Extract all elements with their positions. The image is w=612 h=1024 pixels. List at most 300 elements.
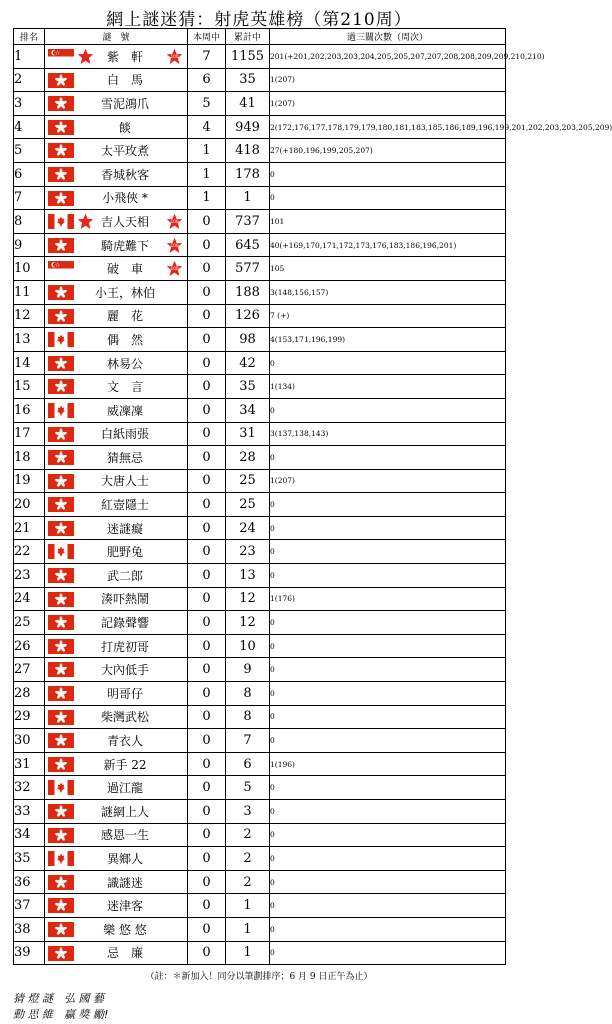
svg-text:100: 100 — [170, 55, 179, 61]
player-name: 紫 軒 — [106, 49, 143, 64]
hong-kong-flag-icon — [48, 615, 74, 630]
total-score-cell: 31 — [226, 422, 270, 446]
table-row — [14, 45, 506, 69]
name-cell — [45, 68, 188, 92]
total-score-cell: 2 — [226, 823, 270, 847]
history-cell: 0 — [270, 776, 506, 800]
slogan-line-2: 動 思 維 贏 獎 勵! — [13, 1008, 109, 1021]
name-cell — [45, 634, 188, 658]
name-cell — [45, 870, 188, 894]
history-cell: 1(207) — [270, 469, 506, 493]
rank-cell: 22 — [14, 540, 45, 564]
name-cell — [45, 328, 188, 352]
rank-cell: 33 — [14, 800, 45, 824]
name-cell — [45, 847, 188, 871]
player-name: 太平玫煮 — [100, 144, 149, 159]
week-score-cell: 0 — [188, 540, 226, 564]
rank-cell: 14 — [14, 351, 45, 375]
history-cell: 0 — [270, 682, 506, 706]
week-score-cell: 1 — [188, 139, 226, 163]
week-score-cell: 0 — [188, 823, 226, 847]
hong-kong-flag-icon — [48, 143, 74, 158]
rank-cell: 20 — [14, 493, 45, 517]
name-cell — [45, 446, 188, 470]
total-score-cell: 42 — [226, 351, 270, 375]
total-score-cell: 2 — [226, 847, 270, 871]
history-cell: 0 — [270, 540, 506, 564]
week-score-cell: 0 — [188, 658, 226, 682]
total-score-cell: 12 — [226, 587, 270, 611]
table-row — [14, 68, 506, 92]
header-rank: 排名 — [14, 29, 45, 45]
player-name: 柴灣武松 — [100, 710, 149, 725]
table-row — [14, 516, 506, 540]
header-total: 累計中 — [226, 29, 270, 45]
canada-flag-icon — [48, 544, 74, 559]
total-score-cell: 28 — [226, 446, 270, 470]
history-cell: 3(148,156,157) — [270, 280, 506, 304]
week-score-cell: 0 — [188, 847, 226, 871]
star-badge-icon — [77, 48, 94, 65]
table-row — [14, 823, 506, 847]
hong-kong-flag-icon — [48, 73, 74, 88]
total-score-cell: 6 — [226, 752, 270, 776]
name-cell — [45, 375, 188, 399]
history-cell: 1(207) — [270, 92, 506, 116]
player-name: 林易公 — [106, 356, 143, 371]
total-score-cell: 12 — [226, 611, 270, 635]
slogan-line-1: 猜 燈 謎 弘 國 藝 — [13, 992, 104, 1005]
history-cell: 1(176) — [270, 587, 506, 611]
player-name: 樂 悠 悠 — [103, 922, 147, 937]
week-score-cell: 0 — [188, 398, 226, 422]
name-cell — [45, 304, 188, 328]
total-score-cell: 1 — [226, 941, 270, 965]
hundred-badge-icon — [166, 213, 183, 230]
rank-cell: 9 — [14, 233, 45, 257]
total-score-cell: 8 — [226, 682, 270, 706]
history-cell: 1(196) — [270, 752, 506, 776]
hong-kong-flag-icon — [48, 238, 74, 253]
header-history: 過三關次數（周次） — [270, 29, 506, 45]
player-name: 小飛俠 * — [102, 191, 148, 206]
svg-text:100: 100 — [170, 243, 179, 249]
player-name: 肥野兔 — [106, 545, 143, 560]
history-cell: 0 — [270, 398, 506, 422]
table-header-row — [14, 29, 506, 45]
total-score-cell: 2 — [226, 870, 270, 894]
name-cell — [45, 351, 188, 375]
header-week: 本周中 — [188, 29, 226, 45]
week-score-cell: 0 — [188, 917, 226, 941]
player-name: 迷謎癡 — [106, 521, 143, 536]
table-row — [14, 847, 506, 871]
name-cell — [45, 917, 188, 941]
player-name: 紅壺隱士 — [100, 498, 149, 513]
total-score-cell: 23 — [226, 540, 270, 564]
total-score-cell: 737 — [226, 210, 270, 234]
history-cell: 0 — [270, 823, 506, 847]
name-cell — [45, 162, 188, 186]
total-score-cell: 7 — [226, 729, 270, 753]
history-cell: 0 — [270, 186, 506, 210]
total-score-cell: 41 — [226, 92, 270, 116]
history-cell: 0 — [270, 516, 506, 540]
player-name: 記錄聲響 — [100, 616, 149, 631]
total-score-cell: 1 — [226, 917, 270, 941]
table-row — [14, 917, 506, 941]
week-score-cell: 7 — [188, 45, 226, 69]
rank-cell: 25 — [14, 611, 45, 635]
name-cell — [45, 611, 188, 635]
hong-kong-flag-icon — [48, 191, 74, 206]
table-row — [14, 375, 506, 399]
player-name: 明哥仔 — [106, 686, 143, 701]
table-row — [14, 776, 506, 800]
rank-cell: 6 — [14, 162, 45, 186]
name-cell — [45, 776, 188, 800]
rank-cell: 10 — [14, 257, 45, 281]
hong-kong-flag-icon — [48, 96, 74, 111]
canada-flag-icon — [48, 214, 74, 229]
rank-cell: 17 — [14, 422, 45, 446]
rank-cell: 31 — [14, 752, 45, 776]
total-score-cell: 1155 — [226, 45, 270, 69]
hong-kong-flag-icon — [48, 804, 74, 819]
hong-kong-flag-icon — [48, 120, 74, 135]
week-score-cell: 0 — [188, 752, 226, 776]
history-cell: 0 — [270, 658, 506, 682]
table-row — [14, 162, 506, 186]
player-name: 偶 然 — [106, 332, 143, 347]
history-cell: 3(137,138,143) — [270, 422, 506, 446]
rank-cell: 15 — [14, 375, 45, 399]
name-cell — [45, 894, 188, 918]
player-name: 忌 廉 — [106, 946, 143, 961]
rank-cell: 12 — [14, 304, 45, 328]
total-score-cell: 1 — [226, 186, 270, 210]
history-cell: 105 — [270, 257, 506, 281]
table-row — [14, 658, 506, 682]
hong-kong-flag-icon — [48, 497, 74, 512]
player-name: 過江龍 — [106, 781, 143, 796]
week-score-cell: 1 — [188, 162, 226, 186]
canada-flag-icon — [48, 780, 74, 795]
name-cell — [45, 941, 188, 965]
name-cell — [45, 398, 188, 422]
player-name: 異鄉人 — [106, 851, 143, 866]
total-score-cell: 126 — [226, 304, 270, 328]
hong-kong-flag-icon — [48, 568, 74, 583]
hong-kong-flag-icon — [48, 875, 74, 890]
history-cell: 1(207) — [270, 68, 506, 92]
week-score-cell: 4 — [188, 115, 226, 139]
player-name: 白紙雨張 — [100, 427, 149, 442]
singapore-flag-icon — [48, 261, 74, 276]
table-row — [14, 682, 506, 706]
history-cell: 0 — [270, 564, 506, 588]
name-cell — [45, 469, 188, 493]
history-cell: 0 — [270, 351, 506, 375]
hong-kong-flag-icon — [48, 309, 74, 324]
total-score-cell: 418 — [226, 139, 270, 163]
history-cell: 0 — [270, 162, 506, 186]
rank-cell: 2 — [14, 68, 45, 92]
hong-kong-flag-icon — [48, 828, 74, 843]
week-score-cell: 0 — [188, 564, 226, 588]
total-score-cell: 178 — [226, 162, 270, 186]
name-cell — [45, 139, 188, 163]
week-score-cell: 0 — [188, 446, 226, 470]
history-cell: 0 — [270, 870, 506, 894]
history-cell: 0 — [270, 917, 506, 941]
page-title: 網上謎迷猜：射虎英雄榜（第210周） — [106, 10, 412, 30]
total-score-cell: 5 — [226, 776, 270, 800]
history-cell: 7 (+) — [270, 304, 506, 328]
name-cell — [45, 45, 188, 69]
rank-cell: 7 — [14, 186, 45, 210]
player-name: 迷津客 — [106, 899, 143, 914]
rank-cell: 32 — [14, 776, 45, 800]
hong-kong-flag-icon — [48, 356, 74, 371]
name-cell — [45, 658, 188, 682]
history-cell: 0 — [270, 847, 506, 871]
history-cell: 0 — [270, 729, 506, 753]
singapore-flag-icon — [48, 49, 74, 64]
total-score-cell: 9 — [226, 658, 270, 682]
history-cell: 101 — [270, 210, 506, 234]
player-name: 小王，林伯 — [94, 285, 155, 300]
player-name: 香城秋客 — [100, 167, 149, 182]
hong-kong-flag-icon — [48, 733, 74, 748]
table-row — [14, 870, 506, 894]
hong-kong-flag-icon — [48, 662, 74, 677]
table-row — [14, 752, 506, 776]
rank-cell: 35 — [14, 847, 45, 871]
week-score-cell: 0 — [188, 587, 226, 611]
table-row — [14, 257, 506, 281]
week-score-cell: 0 — [188, 210, 226, 234]
table-row — [14, 800, 506, 824]
player-name: 騎虎難下 — [100, 238, 149, 253]
total-score-cell: 1 — [226, 894, 270, 918]
history-cell: 2(172,176,177,178,179,179,180,181,183,185,186,189,196,199,201,202,203,203,205,209) — [270, 115, 506, 139]
week-score-cell: 0 — [188, 776, 226, 800]
history-cell: 0 — [270, 493, 506, 517]
rank-cell: 1 — [14, 45, 45, 69]
rank-cell: 5 — [14, 139, 45, 163]
name-cell — [45, 186, 188, 210]
hong-kong-flag-icon — [48, 450, 74, 465]
week-score-cell: 0 — [188, 304, 226, 328]
hong-kong-flag-icon — [48, 167, 74, 182]
rank-cell: 27 — [14, 658, 45, 682]
rank-cell: 30 — [14, 729, 45, 753]
week-score-cell: 0 — [188, 682, 226, 706]
name-cell — [45, 280, 188, 304]
hong-kong-flag-icon — [48, 285, 74, 300]
table-row — [14, 540, 506, 564]
player-name: 猜無忌 — [106, 450, 143, 465]
week-score-cell: 0 — [188, 894, 226, 918]
week-score-cell: 0 — [188, 351, 226, 375]
table-row — [14, 186, 506, 210]
rank-cell: 19 — [14, 469, 45, 493]
table-row — [14, 233, 506, 257]
name-cell — [45, 800, 188, 824]
week-score-cell: 0 — [188, 800, 226, 824]
player-name: 餤 — [118, 120, 131, 135]
week-score-cell: 0 — [188, 611, 226, 635]
rank-cell: 13 — [14, 328, 45, 352]
total-score-cell: 35 — [226, 68, 270, 92]
hundred-badge-icon — [166, 260, 183, 277]
table-row — [14, 92, 506, 116]
canada-flag-icon — [48, 403, 74, 418]
total-score-cell: 24 — [226, 516, 270, 540]
hong-kong-flag-icon — [48, 898, 74, 913]
week-score-cell: 1 — [188, 186, 226, 210]
hong-kong-flag-icon — [48, 521, 74, 536]
hong-kong-flag-icon — [48, 639, 74, 654]
rank-cell: 3 — [14, 92, 45, 116]
rank-cell: 36 — [14, 870, 45, 894]
table-row — [14, 280, 506, 304]
name-cell — [45, 115, 188, 139]
total-score-cell: 577 — [226, 257, 270, 281]
hundred-badge-icon — [166, 48, 183, 65]
player-name: 打虎初哥 — [100, 639, 149, 654]
table-row — [14, 398, 506, 422]
history-cell: 0 — [270, 611, 506, 635]
history-cell: 0 — [270, 800, 506, 824]
footnote: （註：＊新加入！同分以筆劃排序；6 月 9 日正午為止） — [145, 972, 373, 982]
name-cell — [45, 493, 188, 517]
history-cell: 40(+169,170,171,172,173,176,183,186,196,201) — [270, 233, 506, 257]
player-name: 文 言 — [106, 380, 143, 395]
name-cell — [45, 587, 188, 611]
total-score-cell: 645 — [226, 233, 270, 257]
week-score-cell: 0 — [188, 634, 226, 658]
player-name: 威凜凜 — [106, 403, 143, 418]
week-score-cell: 0 — [188, 516, 226, 540]
total-score-cell: 35 — [226, 375, 270, 399]
table-row — [14, 446, 506, 470]
total-score-cell: 98 — [226, 328, 270, 352]
week-score-cell: 0 — [188, 469, 226, 493]
star-badge-icon — [77, 213, 94, 230]
total-score-cell: 10 — [226, 634, 270, 658]
week-score-cell: 0 — [188, 705, 226, 729]
name-cell — [45, 233, 188, 257]
table-row — [14, 634, 506, 658]
table-row — [14, 469, 506, 493]
total-score-cell: 949 — [226, 115, 270, 139]
total-score-cell: 8 — [226, 705, 270, 729]
week-score-cell: 5 — [188, 92, 226, 116]
history-cell: 0 — [270, 634, 506, 658]
total-score-cell: 25 — [226, 469, 270, 493]
canada-flag-icon — [48, 332, 74, 347]
week-score-cell: 0 — [188, 375, 226, 399]
history-cell: 0 — [270, 705, 506, 729]
header-name: 謎 號 — [45, 29, 188, 45]
player-name: 新手 22 — [103, 757, 147, 772]
week-score-cell: 0 — [188, 729, 226, 753]
rank-cell: 24 — [14, 587, 45, 611]
player-name: 青衣人 — [106, 734, 143, 749]
table-row — [14, 729, 506, 753]
table-row — [14, 139, 506, 163]
rank-cell: 16 — [14, 398, 45, 422]
hong-kong-flag-icon — [48, 379, 74, 394]
table-row — [14, 941, 506, 965]
week-score-cell: 0 — [188, 328, 226, 352]
history-cell: 27(+180,196,199,205,207) — [270, 139, 506, 163]
svg-text:100: 100 — [170, 267, 179, 273]
hong-kong-flag-icon — [48, 592, 74, 607]
total-score-cell: 188 — [226, 280, 270, 304]
total-score-cell: 13 — [226, 564, 270, 588]
hong-kong-flag-icon — [48, 686, 74, 701]
name-cell — [45, 564, 188, 588]
history-cell: 0 — [270, 446, 506, 470]
name-cell — [45, 422, 188, 446]
player-name: 湊吓熱鬧 — [100, 592, 149, 607]
history-cell: 4(153,171,196,199) — [270, 328, 506, 352]
rank-cell: 21 — [14, 516, 45, 540]
svg-text:100: 100 — [170, 220, 179, 226]
name-cell — [45, 92, 188, 116]
ranking-rows — [14, 45, 612, 965]
hundred-badge-icon — [166, 237, 183, 254]
rank-cell: 23 — [14, 564, 45, 588]
total-score-cell: 34 — [226, 398, 270, 422]
rank-cell: 4 — [14, 115, 45, 139]
table-row — [14, 894, 506, 918]
hong-kong-flag-icon — [48, 710, 74, 725]
rank-cell: 26 — [14, 634, 45, 658]
name-cell — [45, 540, 188, 564]
total-score-cell: 25 — [226, 493, 270, 517]
canada-flag-icon — [48, 851, 74, 866]
player-name: 吉人天相 — [100, 214, 149, 229]
table-row — [14, 587, 506, 611]
player-name: 識謎迷 — [106, 875, 143, 890]
ranking-table — [13, 28, 612, 965]
rank-cell: 39 — [14, 941, 45, 965]
week-score-cell: 0 — [188, 493, 226, 517]
history-cell: 0 — [270, 894, 506, 918]
table-row — [14, 328, 506, 352]
week-score-cell: 0 — [188, 422, 226, 446]
rank-cell: 8 — [14, 210, 45, 234]
player-name: 感恩一生 — [100, 828, 149, 843]
table-row — [14, 115, 506, 139]
hong-kong-flag-icon — [48, 474, 74, 489]
player-name: 雪泥鴻爪 — [100, 96, 149, 111]
hong-kong-flag-icon — [48, 922, 74, 937]
player-name: 白 馬 — [106, 73, 143, 88]
name-cell — [45, 682, 188, 706]
table-row — [14, 210, 506, 234]
player-name: 武二郎 — [106, 568, 143, 583]
week-score-cell: 0 — [188, 941, 226, 965]
name-cell — [45, 516, 188, 540]
table-row — [14, 351, 506, 375]
week-score-cell: 6 — [188, 68, 226, 92]
name-cell — [45, 210, 188, 234]
